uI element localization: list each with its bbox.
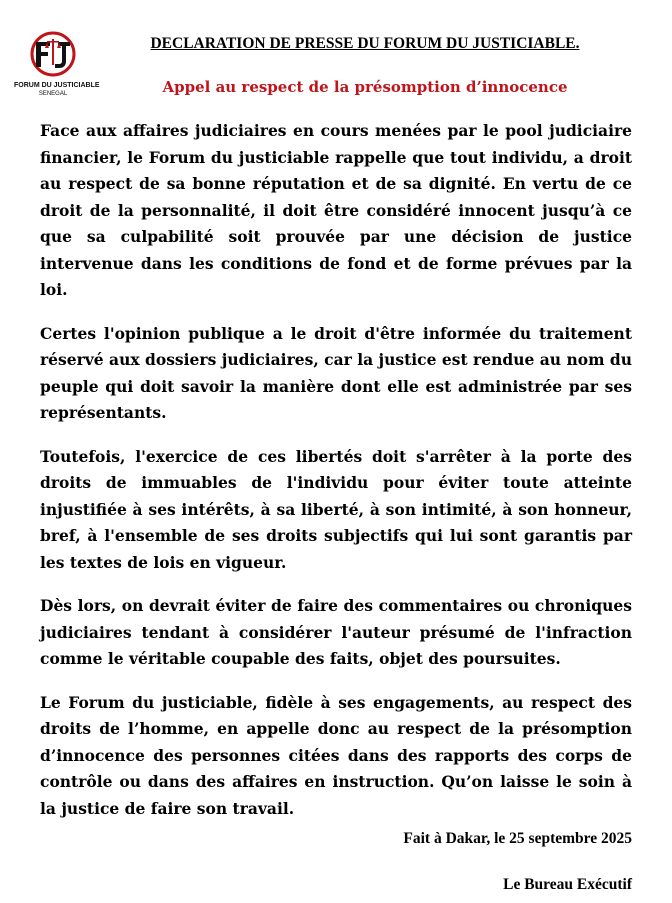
- paragraph-4: Dès lors, on devrait éviter de faire des commentaires ou chroniques judiciaires tendant à considérer l'auteur présumé de l'infraction comme le véritable coupable des faits, objet des poursuites.: [40, 596, 632, 668]
- paragraph-2: Certes l'opinion publique a le droit d'être informée du traitement réservé aux dossiers judiciaires, car la justice est rendue au nom du peuple qui doit savoir la manière dont elle est administrée par ses représentants.: [40, 323, 632, 422]
- logo-caption-country: SENEGAL: [38, 91, 68, 97]
- statement-body: [40, 118, 632, 839]
- paragraph-5: Le Forum du justiciable, fidèle à ses engagements, au respect des droits de l’homme, en appelle donc au respect de la présomption d’innocence des personnes citées dans des rapports des corps de contrôle ou dans des affaires en instruction. Qu’on laisse le soin à la justice de faire son travail.: [40, 692, 632, 818]
- place-and-date: Fait à Dakar, le 25 septembre 2025: [403, 830, 632, 847]
- logo-emblem-icon: [14, 30, 92, 80]
- forum-du-justiciable-logo: [14, 30, 100, 104]
- page-title: DECLARATION DE PRESSE DU FORUM DU JUSTICIABLE.: [150, 35, 580, 52]
- paragraph-3: Toutefois, l'exercice de ces libertés doit s'arrêter à la porte des droits de immuables de l'individu pour éviter toute atteinte injustifiée à ses intérêts, à sa liberté, à son intimité, à son honneur, bref, à l'ensemble de ses droits subjectifs qui lui sont garantis par les textes de lois en vigueur.: [40, 446, 632, 572]
- signatory: Le Bureau Exécutif: [503, 876, 632, 893]
- logo-caption-name: FORUM DU JUSTICIABLE: [14, 82, 100, 89]
- page-subtitle: Appel au respect de la présomption d’innocence: [162, 78, 568, 96]
- paragraph-1: Face aux affaires judiciaires en cours menées par le pool judiciaire financier, le Forum du justiciable rappelle que tout individu, a droit au respect de sa bonne réputation et de sa dignité. En vertu de ce droit de la personnalité, il doit être considéré innocent jusqu’à ce que sa culpabilité soit prouvée par une décision de justice intervenue dans les conditions de fond et de forme prévues par la loi.: [40, 121, 632, 299]
- logo-caption: [14, 82, 100, 98]
